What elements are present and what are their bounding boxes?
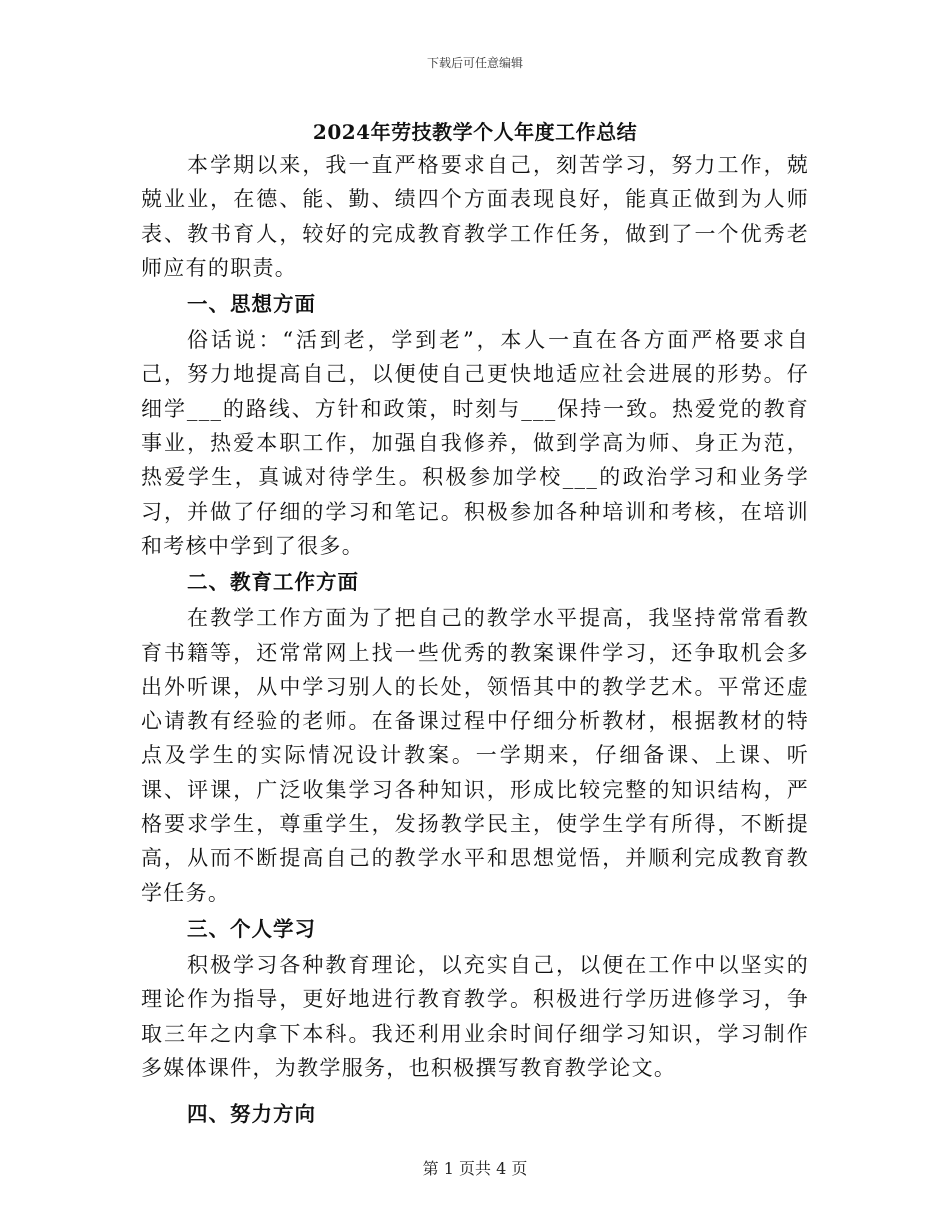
section-heading-learning: 三、个人学习	[187, 916, 316, 941]
page-indicator: 第 1 页共 4 页	[422, 1159, 528, 1178]
section-heading-direction: 四、努力方向	[187, 1102, 316, 1127]
section-heading-thought: 一、思想方面	[187, 292, 316, 317]
section-body-learning: 积极学习各种教育理论，以充实自己，以便在工作中以坚实的理论作为指导，更好地进行教育教学。积极进行学历进修学习，争取三年之内拿下本科。我还利用业余时间仔细学习知识，学习制作多媒体课件，为教学服务，也积极撰写教育教学论文。	[141, 952, 809, 1080]
header-note: 下载后可任意编辑	[426, 56, 523, 70]
document-title: 2024年劳技教学个人年度工作总结	[312, 120, 638, 144]
section-heading-education: 二、教育工作方面	[187, 570, 359, 595]
intro-paragraph: 本学期以来，我一直严格要求自己，刻苦学习，努力工作，兢兢业业，在德、能、勤、绩四个方面表现良好，能真正做到为人师表、教书育人，较好的完成教育教学工作任务，做到了一个优秀老师应有的职责。	[141, 153, 809, 280]
section-body-education: 在教学工作方面为了把自己的教学水平提高，我坚持常常看教育书籍等，还常常网上找一些优秀的教案课件学习，还争取机会多出外听课，从中学习别人的长处，领悟其中的教学艺术。平常还虚心请教有经验的老师。在备课过程中仔细分析教材，根据教材的特点及学生的实际情况设计教案。一学期来，仔细备课、上课、听课、评课，广泛收集学习各种知识，形成比较完整的知识结构，严格要求学生，尊重学生，发扬教学民主，使学生学有所得，不断提高，从而不断提高自己的教学水平和思想觉悟，并顺利完成教育教学任务。	[141, 606, 809, 905]
document-body	[141, 148, 809, 1133]
section-body-thought: 俗话说：“活到老，学到老”，本人一直在各方面严格要求自己，努力地提高自己，以便使自己更快地适应社会进展的形势。仔细学___的路线、方针和政策，时刻与___保持一致。热爱党的教育事业，热爱本职工作，加强自我修养，做到学高为师、身正为范，热爱学生，真诚对待学生。积极参加学校___的政治学习和业务学习，并做了仔细的学习和笔记。积极参加各种培训和考核，在培训和考核中学到了很多。	[141, 328, 809, 558]
